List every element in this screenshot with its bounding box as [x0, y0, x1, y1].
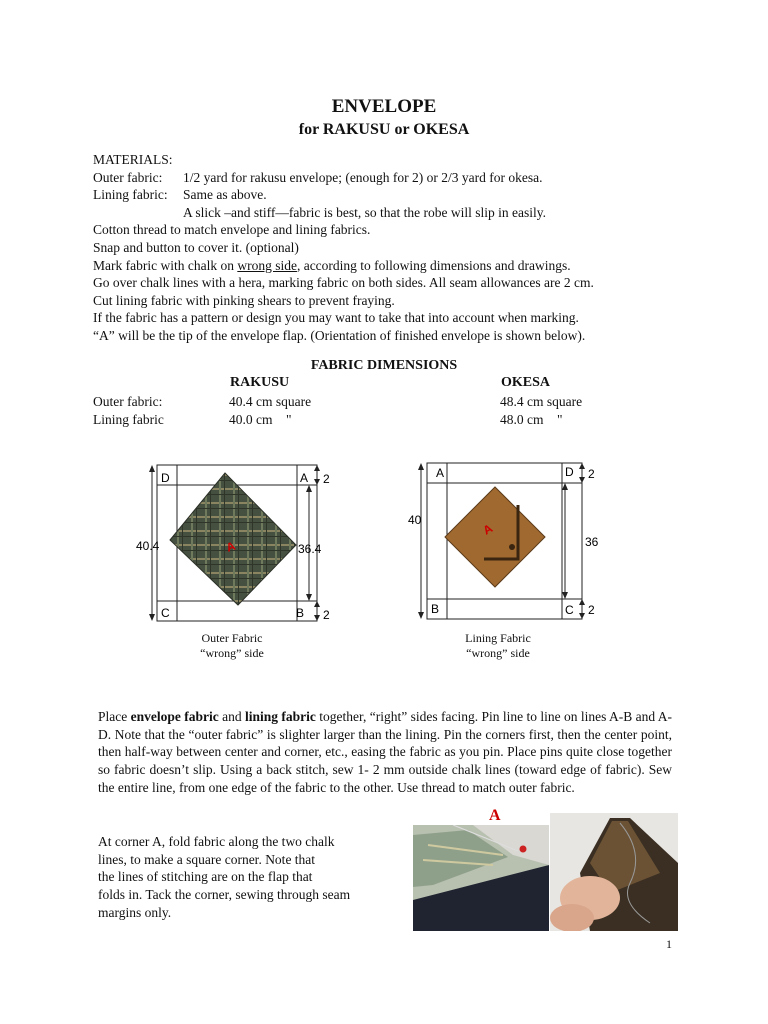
dim-row-okesa: 48.4 cm square	[500, 394, 583, 409]
lining-caption-line1: Lining Fabric	[465, 631, 531, 645]
lining-fabric-label: Lining fabric:	[93, 187, 168, 203]
arrowhead-icon	[314, 479, 320, 485]
dim-row-rakusu: 40.0 cm "	[229, 412, 292, 427]
lining-center-dot	[509, 544, 515, 550]
corner-d-label: D	[565, 465, 574, 479]
pinking-note: Cut lining fabric with pinking shears to prevent fraying.	[93, 292, 395, 308]
chalk-note: Go over chalk lines with a hera, marking fabric on both sides. All seam allowances are 2 cm.	[93, 275, 594, 291]
outer-caption-line2: “wrong” side	[200, 646, 264, 660]
outer-size-label: 40	[408, 513, 422, 527]
arrowhead-icon	[579, 477, 585, 483]
corner-fold-photo-1	[413, 825, 549, 931]
corner-a-label: A	[436, 466, 445, 480]
corner-c-label: C	[161, 606, 170, 620]
lining-fabric-text: Same as above.	[183, 187, 267, 203]
arrowhead-icon	[418, 612, 424, 619]
outer-fabric-swatch	[170, 473, 296, 605]
margin-bottom-label: 2	[588, 603, 595, 617]
p1-bold-lining-fabric: lining fabric	[245, 709, 316, 724]
lining-fabric-swatch	[445, 487, 545, 587]
photo-corner-label: A	[489, 807, 501, 824]
mark-note-post: , according to following dimensions and drawings.	[296, 257, 571, 273]
snap-note: Snap and button to cover it. (optional)	[93, 239, 299, 255]
mark-note	[93, 257, 693, 275]
corner-b-label: B	[431, 602, 440, 616]
corner-a-label: A	[300, 471, 309, 485]
dim-row-label: Lining fabric	[93, 412, 164, 427]
outer-fabric-text: 1/2 yard for rakusu envelope; (enough for 2) or 2/3 yard for okesa.	[183, 169, 543, 185]
arrowhead-icon	[306, 594, 312, 601]
outer-size-label: 40.4	[136, 539, 160, 553]
margin-bottom-label: 2	[323, 608, 330, 622]
arrowhead-icon	[418, 463, 424, 470]
arrowhead-icon	[306, 485, 312, 492]
outer-fabric-diagram	[130, 455, 350, 630]
arrowhead-icon	[562, 592, 568, 599]
arrowhead-icon	[149, 614, 155, 621]
arrowhead-icon	[314, 465, 320, 471]
outer-caption-line1: Outer Fabric	[201, 631, 263, 645]
tip-note: “A” will be the tip of the envelope flap. (Orientation of finished envelope is shown below).	[93, 327, 586, 343]
p2-line: folds in. Tack the corner, sewing through seam	[98, 887, 351, 903]
arrowhead-icon	[579, 613, 585, 619]
dimensions-heading: FABRIC DIMENSIONS	[310, 358, 458, 373]
lining-fabric-caption	[428, 631, 568, 661]
arrowhead-icon	[314, 601, 320, 607]
p2-line: At corner A, fold fabric along the two chalk	[98, 834, 335, 849]
arrowhead-icon	[579, 599, 585, 605]
page-number: 1	[666, 937, 672, 951]
outer-fabric-caption	[162, 631, 302, 661]
p2-line: the lines of stitching are on the flap that	[98, 869, 313, 885]
instructions-paragraph	[98, 708, 672, 797]
arrowhead-icon	[314, 615, 320, 621]
lining-fabric-diagram	[400, 455, 610, 630]
p2-line: margins only.	[98, 904, 172, 920]
p2-line: lines, to make a square corner. Note that	[98, 851, 316, 867]
pattern-note: If the fabric has a pattern or design you may want to take that into account when marking.	[93, 310, 579, 326]
lining-fabric-line	[93, 186, 693, 204]
p1-text: and	[218, 709, 246, 724]
inner-size-label: 36.4	[298, 542, 322, 556]
lining-flap-mark: A	[480, 521, 496, 538]
thread-note: Cotton thread to match envelope and lining fabrics.	[93, 222, 371, 238]
materials-section	[93, 151, 693, 345]
okesa-column-header: OKESA	[501, 375, 551, 390]
lining-caption-line2: “wrong” side	[466, 646, 530, 660]
margin-top-label: 2	[323, 472, 330, 486]
arrowhead-icon	[562, 483, 568, 490]
dim-row-label: Outer fabric:	[93, 394, 163, 409]
outer-fabric-label: Outer fabric:	[93, 169, 163, 185]
arrowhead-icon	[149, 465, 155, 472]
p1-bold-envelope-fabric: envelope fabric	[130, 709, 219, 724]
p1-text: together, “right” sides facing. Pin line to line on lines A-B and A-D. Note that the “outer fabric” is slighter larger than the lining. Pin the corners first, then the center point, then half-way between center and corner, etc., easing the fabric as you pin. Place pins quite close together so fabric doesn’t slip. Using a back stitch, sew 1- 2 mm outside chalk lines (toward edge of fabric). Sew the entire line, from one edge of the fabric to the other. Use thread to match outer fabric.	[98, 709, 672, 795]
outer-fabric-line	[93, 169, 693, 187]
dim-row-rakusu: 40.4 cm square	[229, 394, 312, 409]
corner-c-label: C	[565, 603, 574, 617]
corner-fold-photo-2	[550, 813, 678, 931]
outer-flap-mark: A	[224, 538, 238, 555]
rakusu-column-header: RAKUSU	[230, 375, 290, 390]
mark-note-pre: Mark fabric with chalk on	[93, 257, 238, 273]
corner-d-label: D	[161, 471, 170, 485]
inner-size-label: 36	[585, 535, 599, 549]
corner-b-label: B	[296, 606, 305, 620]
document-title: ENVELOPE	[331, 96, 437, 117]
margin-top-label: 2	[588, 467, 595, 481]
dim-row-okesa: 48.0 cm "	[500, 412, 563, 427]
wrong-side-underlined: wrong side	[237, 257, 297, 273]
materials-heading: MATERIALS:	[93, 152, 173, 167]
arrowhead-icon	[579, 463, 585, 469]
document-subtitle: for RAKUSU or OKESA	[298, 121, 470, 138]
corner-fold-paragraph	[98, 833, 398, 922]
p1-text: Place	[98, 709, 131, 724]
slick-fabric-note: A slick –and stiff—fabric is best, so that the robe will slip in easily.	[183, 204, 546, 220]
